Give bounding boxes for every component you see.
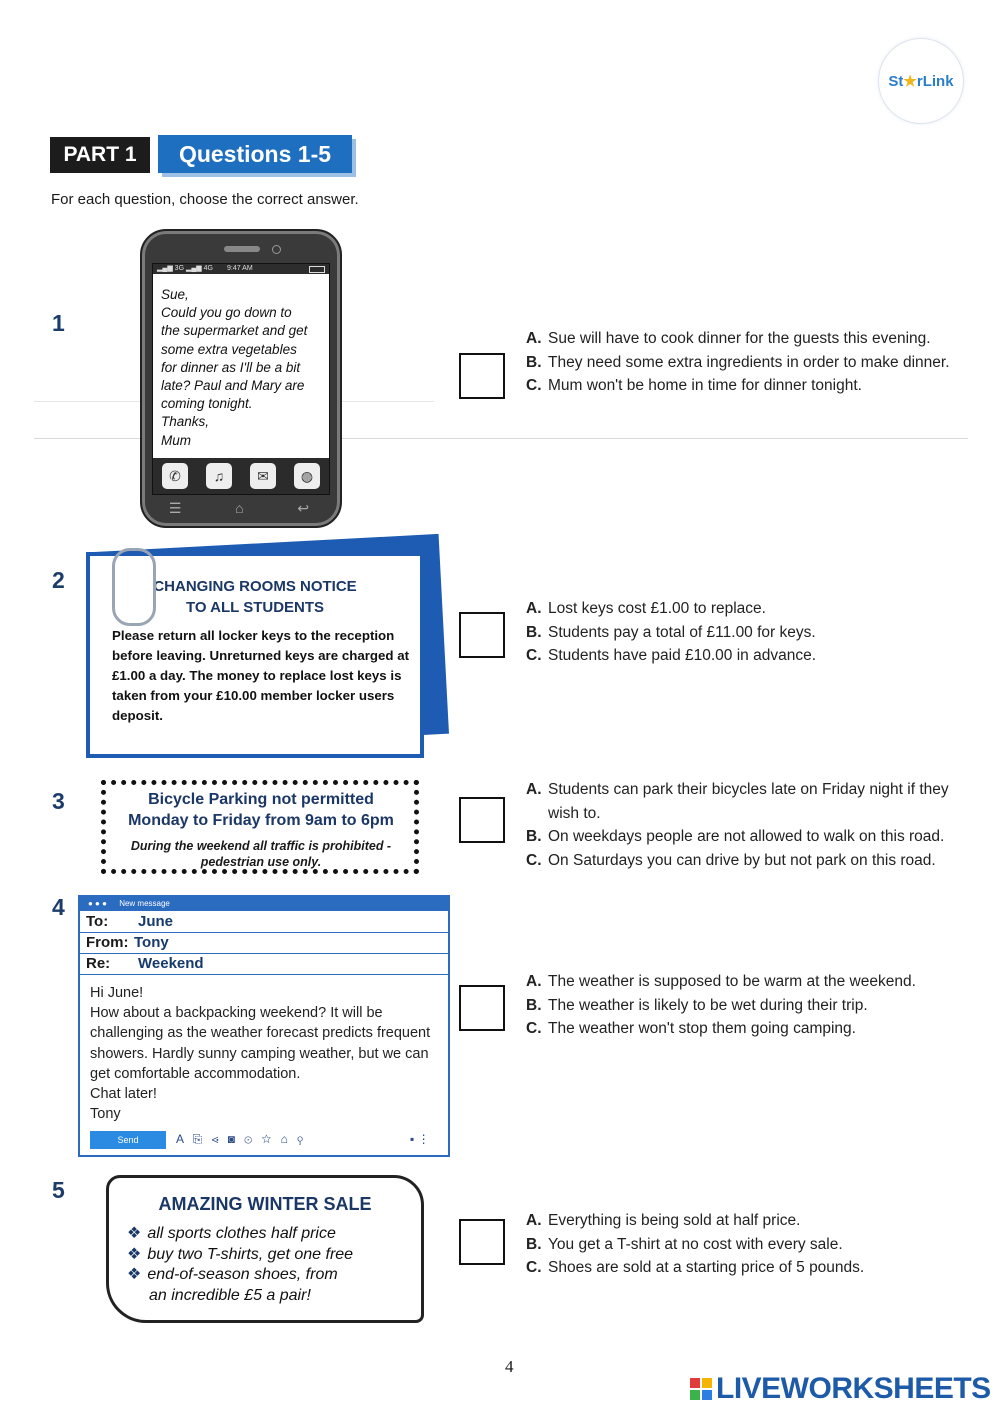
liveworksheets-logo	[690, 1372, 991, 1406]
email-window	[78, 895, 450, 1157]
q1-options	[526, 327, 966, 398]
question-number: 5	[52, 1177, 65, 1203]
window-title: New message	[119, 899, 170, 908]
signal-icon: ▂▄▆ 3G ▂▄▆ 4G	[157, 265, 213, 272]
option-b[interactable]: B. The weather is likely to be wet during their trip.	[526, 996, 868, 1014]
email-body: Hi June! How about a backpacking weekend? It will be challenging as the weather forecast predicts frequent showers. Hardly sunny camping weather, but we can get comfortable accommodation. Chat later! Tony	[90, 985, 431, 1123]
trash-icon: ▪ ⋮	[410, 1132, 430, 1146]
text-message: Sue, Could you go down to the supermarket and get some extra vegetables for dinner as I'll be a bit late? Paul and Mary are coming tonight. Thanks, Mum	[161, 287, 308, 448]
email-toolbar-icons: A ⎘ ⋖ ◙ ⊙ ☆ ⌂ ⚲	[176, 1132, 307, 1146]
q5-options	[526, 1209, 966, 1280]
instruction: For each question, choose the correct answer.	[51, 191, 359, 208]
brand-squares-icon	[690, 1378, 712, 1400]
phone-speaker	[224, 246, 260, 252]
logo-text-b: rLink	[916, 72, 954, 90]
option-b[interactable]: B. Students pay a total of £11.00 for keys.	[526, 623, 816, 641]
home-icon: ⌂	[235, 500, 244, 516]
phone-icon: ✆	[162, 463, 188, 489]
status-bar	[153, 264, 329, 274]
list-item: ❖ end-of-season shoes, from	[127, 1266, 338, 1283]
q3-options	[526, 778, 966, 872]
back-icon: ↩	[297, 499, 310, 516]
send-button[interactable]: Send	[90, 1131, 166, 1149]
option-c[interactable]: C. On Saturdays you can drive by but not park on this road.	[526, 851, 936, 869]
phone-time: 9:47 AM	[227, 265, 253, 272]
app-dock	[153, 458, 329, 494]
sale-title: AMAZING WINTER SALE	[158, 1194, 372, 1214]
starlink-logo	[878, 38, 964, 124]
subject-row: Re: Weekend	[80, 954, 448, 975]
brand-text: LIVEWORKSHEETS	[716, 1372, 991, 1405]
phone-image	[140, 229, 342, 528]
option-b[interactable]: B. You get a T-shirt at no cost with every sale.	[526, 1235, 843, 1253]
mail-icon: ✉	[250, 463, 276, 489]
option-c[interactable]: C. Shoes are sold at a starting price of 5 pounds.	[526, 1259, 865, 1276]
option-a[interactable]: A. The weather is supposed to be warm at the weekend.	[526, 973, 916, 990]
option-b[interactable]: B. They need some extra ingredients in order to make dinner.	[526, 353, 950, 371]
answer-box-2[interactable]	[459, 612, 505, 658]
option-b[interactable]: B. On weekdays people are not allowed to walk on this road.	[526, 828, 945, 845]
answer-box-1[interactable]	[459, 353, 505, 399]
question-number: 4	[52, 894, 65, 920]
sale-sign	[106, 1175, 424, 1323]
list-item: ❖ buy two T-shirts, get one free	[127, 1245, 354, 1263]
q2-options	[526, 597, 966, 668]
answer-box-3[interactable]	[459, 797, 505, 843]
list-item: an incredible £5 a pair!	[149, 1286, 311, 1304]
option-a[interactable]: A. Lost keys cost £1.00 to replace.	[526, 600, 766, 617]
notice-body: Please return all locker keys to the reception before leaving. Unreturned keys are charged at £1.00 a day. The money to replace lost keys is taken from your £10.00 member locker users deposit.	[112, 628, 410, 723]
option-c[interactable]: C. The weather won't stop them going camping.	[526, 1020, 856, 1037]
from-row: From: Tony	[80, 933, 448, 954]
answer-box-5[interactable]	[459, 1219, 505, 1265]
logo-text-a: St	[888, 72, 904, 90]
to-row: To: June	[80, 912, 448, 933]
answer-box-4[interactable]	[459, 985, 505, 1031]
option-a[interactable]: A. Sue will have to cook dinner for the guests this evening.	[526, 330, 931, 347]
bicycle-sign	[101, 780, 419, 874]
page-number: 4	[505, 1357, 514, 1376]
list-item: ❖ all sports clothes half price	[127, 1225, 336, 1242]
logo-star-icon: ★	[903, 73, 917, 90]
paperclip-icon	[112, 548, 156, 626]
sign-line-2: Monday to Friday from 9am to 6pm	[128, 812, 394, 829]
question-number: 3	[52, 788, 65, 814]
music-icon: ♫	[206, 463, 232, 489]
sale-list	[127, 1224, 353, 1306]
email-titlebar	[80, 897, 448, 911]
option-c[interactable]: C. Mum won't be home in time for dinner tonight.	[526, 377, 862, 394]
phone-nav-bar	[142, 493, 336, 523]
option-a[interactable]: A. Students can park their bicycles late on Friday night if they wish to.	[526, 781, 949, 822]
part-label: PART 1	[50, 137, 150, 173]
sign-line-1: Bicycle Parking not permitted	[148, 791, 374, 808]
globe-icon: ◍	[294, 463, 320, 489]
window-dots-icon: ● ● ●	[88, 899, 107, 908]
question-number: 2	[52, 567, 65, 593]
option-a[interactable]: A. Everything is being sold at half price.	[526, 1212, 801, 1229]
menu-icon: ☰	[168, 499, 182, 516]
q4-options	[526, 970, 966, 1041]
sign-line-3: During the weekend all traffic is prohibited - pedestrian use only.	[130, 839, 392, 869]
phone-camera-icon	[272, 245, 281, 254]
battery-icon	[309, 266, 325, 273]
notice-title: CHANGING ROOMS NOTICE TO ALL STUDENTS	[153, 578, 357, 616]
question-number: 1	[52, 310, 65, 336]
questions-title: Questions 1-5	[158, 135, 352, 173]
phone-screen	[152, 263, 330, 495]
option-c[interactable]: C. Students have paid £10.00 in advance.	[526, 647, 817, 664]
